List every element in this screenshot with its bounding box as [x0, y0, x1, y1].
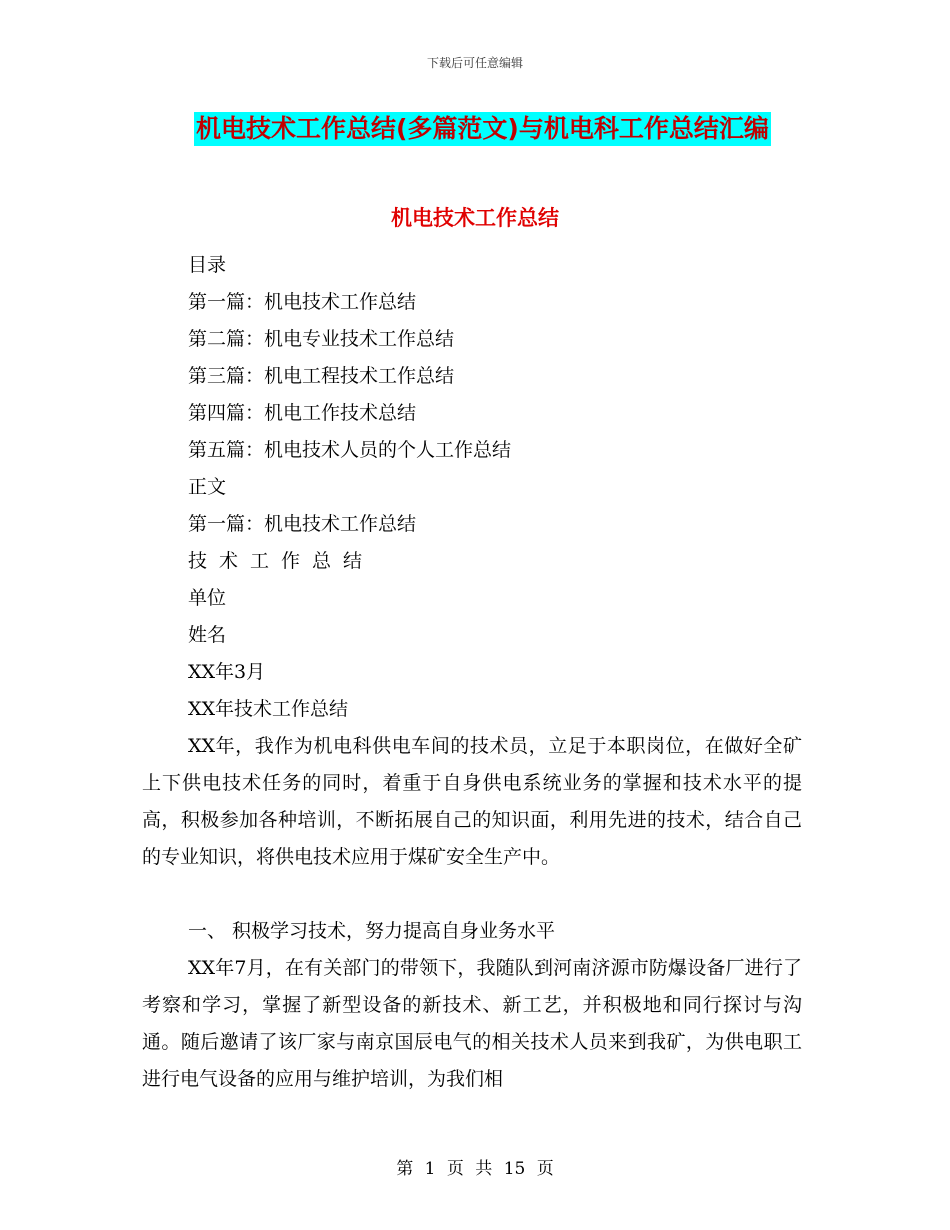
toc-item-4: 第四篇：机电工作技术总结 — [188, 402, 417, 424]
section-title: 机电技术工作总结 — [391, 206, 559, 230]
toc-item-1: 第一篇：机电技术工作总结 — [188, 291, 417, 313]
document-main-title: 机电技术工作总结(多篇范文)与机电科工作总结汇编 — [194, 112, 771, 146]
part-1-heading: 第一篇：机电技术工作总结 — [188, 513, 417, 535]
body-heading: 正文 — [188, 476, 227, 498]
toc-item-2: 第二篇：机电专业技术工作总结 — [188, 328, 455, 350]
toc-item-3: 第三篇：机电工程技术工作总结 — [188, 365, 455, 387]
section-heading-1: 一、 积极学习技术，努力提高自身业务水平 — [188, 920, 556, 942]
name-label: 姓名 — [188, 624, 227, 646]
paragraph-1: XX年7月，在有关部门的带领下，我随队到河南济源市防爆设备厂进行了考察和学习，掌握了新型设备的新技术、新工艺，并积极地和同行探讨与沟通。随后邀请了该厂家与南京国辰电气的相关技术人员来到我矿，为供电职工进行电气设备的应用与维护培训，为我们相 — [142, 957, 802, 1090]
report-subtitle: XX年技术工作总结 — [188, 698, 349, 720]
page-footer: 第 1 页 共 15 页 — [396, 1159, 554, 1179]
unit-label: 单位 — [188, 587, 227, 609]
report-title: 技术工作总结 — [188, 550, 375, 572]
header-note: 下载后可任意编辑 — [426, 56, 523, 70]
date-line: XX年3月 — [188, 661, 266, 683]
toc-item-5: 第五篇：机电技术人员的个人工作总结 — [188, 439, 512, 461]
toc-heading: 目录 — [188, 254, 227, 276]
intro-paragraph: XX年，我作为机电科供电车间的技术员，立足于本职岗位，在做好全矿上下供电技术任务的同时，着重于自身供电系统业务的掌握和技术水平的提高，积极参加各种培训，不断拓展自己的知识面，利用先进的技术，结合自己的专业知识，将供电技术应用于煤矿安全生产中。 — [142, 735, 802, 868]
